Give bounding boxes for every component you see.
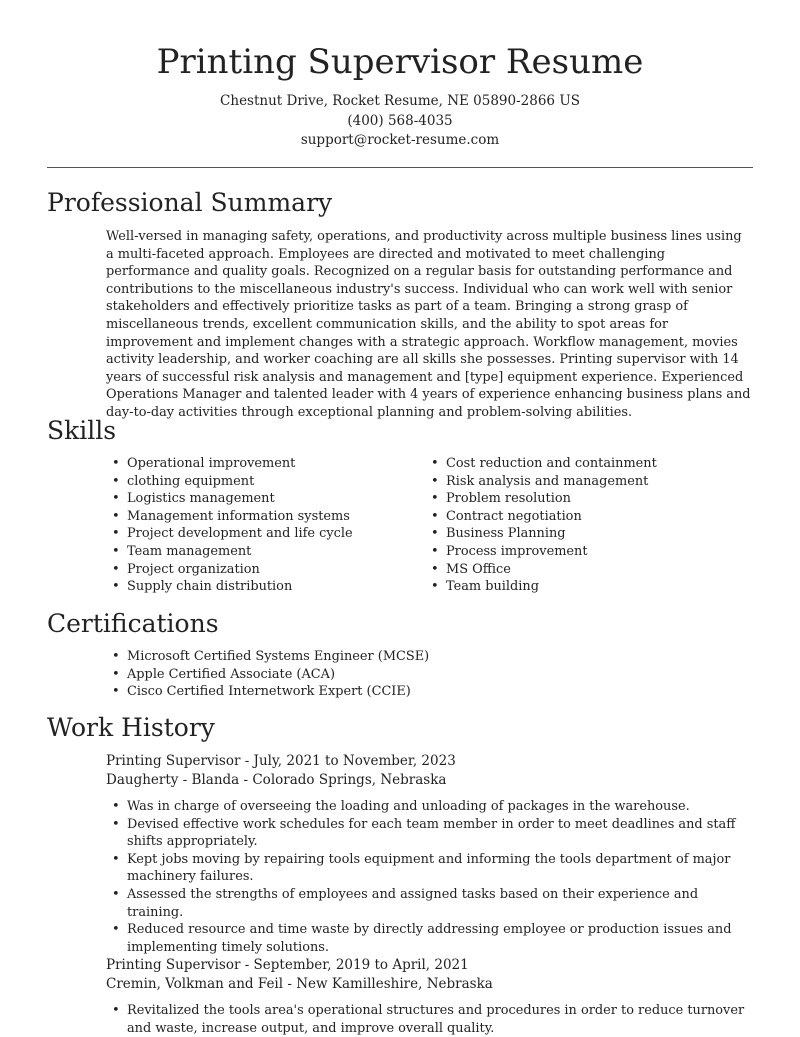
skill-item: • Process improvement [425, 543, 725, 561]
skill-item: • Management information systems [106, 508, 406, 526]
section-title-certifications: Certifications [47, 609, 219, 638]
skill-item: • Team management [106, 543, 406, 561]
job-bullets [106, 1002, 751, 1037]
job-bullet: • Reduced resource and time waste by directly addressing employee or production issues and implementing timely solutions. [106, 921, 751, 956]
job-title-line [106, 752, 756, 771]
phone: (400) 568-4035 [347, 112, 453, 129]
job-bullet: • Kept jobs moving by repairing tools equipment and informing the tools department of major machinery failures. [106, 851, 751, 886]
skill-item: • Supply chain distribution [106, 578, 406, 596]
skill-item: • Project organization [106, 561, 406, 579]
email: support@rocket-resume.com [300, 132, 500, 148]
job-company: Cremin, Volkman and Feil - New Kamilleshire, Nebraska [106, 975, 493, 992]
address: Chestnut Drive, Rocket Resume, NE 05890-2866 US [220, 93, 580, 109]
skill-item: • Team building [425, 578, 725, 596]
skill-item: • Project development and life cycle [106, 525, 406, 543]
header-divider [47, 167, 753, 168]
job-bullet: • Devised effective work schedules for each team member in order to meet deadlines and staff shifts appropriately. [106, 816, 751, 851]
section-title-skills: Skills [47, 416, 117, 445]
job-header [106, 956, 756, 993]
skills-list-right [425, 455, 725, 596]
certifications-list [106, 648, 746, 701]
skill-item: • Operational improvement [106, 455, 406, 473]
skill-item: • MS Office [425, 561, 725, 579]
certification-item: • Cisco Certified Internetwork Expert (CCIE) [106, 683, 746, 701]
job-title: Printing Supervisor [106, 957, 241, 973]
certification-item: • Apple Certified Associate (ACA) [106, 666, 746, 684]
job-bullet: • Assessed the strengths of employees and assigned tasks based on their experience and training. [106, 886, 751, 921]
skill-item: • clothing equipment [106, 473, 406, 491]
skill-item: • Business Planning [425, 525, 725, 543]
job-title: Printing Supervisor [106, 753, 241, 769]
job-dates: - July, 2021 to November, 2023 [240, 753, 456, 769]
job-dates: - September, 2019 to April, 2021 [240, 957, 469, 973]
certification-item: • Microsoft Certified Systems Engineer (MCSE) [106, 648, 746, 666]
job-company: Daugherty - Blanda - Colorado Springs, Nebraska [106, 771, 447, 788]
job-header [106, 752, 756, 789]
contact-info [0, 92, 800, 151]
section-title-summary: Professional Summary [47, 188, 333, 217]
resume-header [0, 0, 800, 151]
job-title-line [106, 956, 756, 975]
section-title-work-history: Work History [47, 713, 215, 742]
job-bullet: • Revitalized the tools area's operational structures and procedures in order to reduce turnover and waste, increase output, and improve overall quality. [106, 1002, 751, 1037]
skill-item: • Contract negotiation [425, 508, 725, 526]
skill-item: • Problem resolution [425, 490, 725, 508]
skill-item: • Risk analysis and management [425, 473, 725, 491]
job-bullets [106, 798, 751, 956]
summary-text: Well-versed in managing safety, operations, and productivity across multiple business lines using a multi-faceted approach. Employees are directed and motivated to meet challenging performance and quality goals. Recognized on a regular basis for outstanding performance and contributions to the miscellaneous industry's success. Individual who can work well with senior stakeholders and effectively prioritize tasks as part of a team. Bringing a strong grasp of miscellaneous trends, excellent communication skills, and the ability to spot areas for improvement and implement changes with a strategic approach. Workflow management, movies activity leadership, and worker coaching are all skills she possesses. Printing supervisor with 14 years of successful risk analysis and management and [type] equipment experience. Experienced Operations Manager and talented leader with 4 years of experience enhancing business plans and day-to-day activities through exceptional planning and problem-solving abilities. [106, 229, 751, 420]
job-bullet: • Was in charge of overseeing the loading and unloading of packages in the warehouse. [106, 798, 751, 816]
skill-item: • Logistics management [106, 490, 406, 508]
skills-list-left [106, 455, 406, 596]
skill-item: • Cost reduction and containment [425, 455, 725, 473]
resume-title: Printing Supervisor Resume [156, 42, 644, 82]
